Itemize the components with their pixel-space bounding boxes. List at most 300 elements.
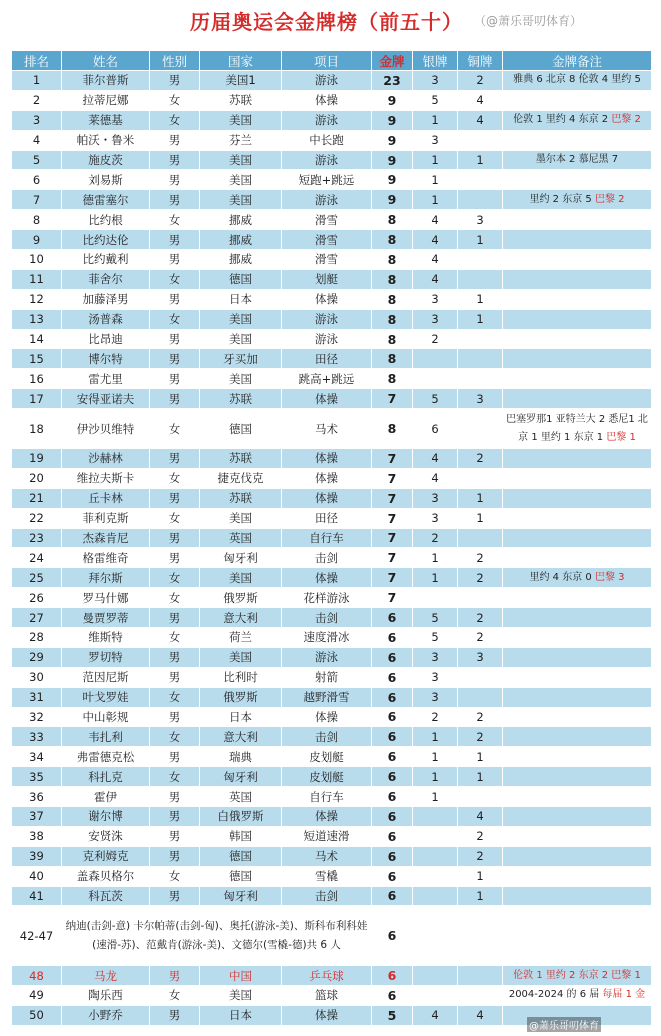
cell-country: 瑞典 bbox=[200, 747, 282, 767]
cell-gold: 6 bbox=[372, 787, 413, 807]
cell-gold: 8 bbox=[372, 289, 413, 309]
table-row bbox=[12, 727, 652, 747]
cell-bronze bbox=[458, 409, 503, 449]
cell-bronze: 1 bbox=[458, 866, 503, 886]
cell-event: 花样游泳 bbox=[282, 588, 372, 608]
cell-rank: 30 bbox=[12, 667, 62, 687]
cell-note bbox=[503, 369, 652, 389]
cell-rank: 22 bbox=[12, 508, 62, 528]
cell-gold: 6 bbox=[372, 846, 413, 866]
cell-sex: 男 bbox=[150, 349, 200, 369]
cell-country: 美国 bbox=[200, 170, 282, 190]
cell-country: 美国 bbox=[200, 568, 282, 588]
cell-gold: 8 bbox=[372, 309, 413, 329]
cell-name: 比约根 bbox=[62, 210, 150, 230]
cell-sex: 女 bbox=[150, 767, 200, 787]
cell-silver: 4 bbox=[413, 269, 458, 289]
cell-rank: 40 bbox=[12, 866, 62, 886]
cell-bronze bbox=[458, 687, 503, 707]
cell-bronze: 2 bbox=[458, 627, 503, 647]
cell-sex: 男 bbox=[150, 150, 200, 170]
cell-country: 苏联 bbox=[200, 488, 282, 508]
cell-rank: 15 bbox=[12, 349, 62, 369]
table-row bbox=[12, 548, 652, 568]
watermark-bottom: @萧乐哥叨体育 bbox=[527, 1017, 601, 1032]
cell-name: 刘易斯 bbox=[62, 170, 150, 190]
cell-note bbox=[503, 508, 652, 528]
table-row bbox=[12, 349, 652, 369]
cell-event: 击剑 bbox=[282, 608, 372, 628]
cell-rank: 23 bbox=[12, 528, 62, 548]
cell-country: 英国 bbox=[200, 528, 282, 548]
cell-gold: 9 bbox=[372, 90, 413, 110]
cell-bronze: 3 bbox=[458, 389, 503, 409]
table-row bbox=[12, 508, 652, 528]
cell-bronze bbox=[458, 528, 503, 548]
cell-country: 美国 bbox=[200, 110, 282, 130]
cell-event: 游泳 bbox=[282, 110, 372, 130]
table-row bbox=[12, 806, 652, 826]
cell-note bbox=[503, 528, 652, 548]
cell-bronze: 4 bbox=[458, 90, 503, 110]
table-row bbox=[12, 210, 652, 230]
cell-name: 帕沃・鲁米 bbox=[62, 130, 150, 150]
cell-name: 拉蒂尼娜 bbox=[62, 90, 150, 110]
cell-silver bbox=[413, 806, 458, 826]
note-highlight: 巴黎 2 bbox=[611, 114, 641, 126]
cell-note bbox=[503, 787, 652, 807]
note-text: 墨尔本 2 慕尼黑 7 bbox=[535, 154, 619, 165]
cell-rank: 16 bbox=[12, 369, 62, 389]
cell-rank: 33 bbox=[12, 727, 62, 747]
cell-name-merged: 纳迪(击剑-意) 卡尔帕蒂(击剑-匈)、奥托(游泳-美)、斯科布利科娃(速滑-苏)、范戴肯(游泳-美)、文德尔(雪橇-德)共 6 人 bbox=[62, 906, 372, 966]
cell-event: 击剑 bbox=[282, 727, 372, 747]
cell-note bbox=[503, 389, 652, 409]
cell-country: 中国 bbox=[200, 966, 282, 986]
cell-rank: 28 bbox=[12, 627, 62, 647]
table-row bbox=[12, 468, 652, 488]
cell-name: 科扎克 bbox=[62, 767, 150, 787]
cell-event: 体操 bbox=[282, 568, 372, 588]
cell-country: 美国 bbox=[200, 369, 282, 389]
cell-note bbox=[503, 986, 652, 1006]
cell-bronze: 4 bbox=[458, 110, 503, 130]
cell-event: 游泳 bbox=[282, 329, 372, 349]
cell-country: 美国 bbox=[200, 190, 282, 210]
cell-gold: 6 bbox=[372, 647, 413, 667]
cell-name: 比约戴利 bbox=[62, 250, 150, 270]
cell-event: 体操 bbox=[282, 289, 372, 309]
cell-note bbox=[503, 588, 652, 608]
cell-name: 杰森肯尼 bbox=[62, 528, 150, 548]
cell-country: 俄罗斯 bbox=[200, 687, 282, 707]
cell-event: 皮划艇 bbox=[282, 767, 372, 787]
cell-country: 日本 bbox=[200, 289, 282, 309]
cell-sex: 女 bbox=[150, 110, 200, 130]
cell-note bbox=[503, 269, 652, 289]
cell-gold: 5 bbox=[372, 1005, 413, 1025]
cell-country: 英国 bbox=[200, 787, 282, 807]
cell-country: 意大利 bbox=[200, 727, 282, 747]
cell-note bbox=[503, 548, 652, 568]
cell-note bbox=[503, 886, 652, 906]
cell-rank: 25 bbox=[12, 568, 62, 588]
cell-sex: 男 bbox=[150, 826, 200, 846]
cell-name: 谢尔博 bbox=[62, 806, 150, 826]
col-header-country: 国家 bbox=[200, 51, 282, 71]
table-row bbox=[12, 90, 652, 110]
cell-name: 汤普森 bbox=[62, 309, 150, 329]
cell-silver: 3 bbox=[413, 488, 458, 508]
cell-sex: 女 bbox=[150, 866, 200, 886]
cell-rank: 37 bbox=[12, 806, 62, 826]
cell-name: 博尔特 bbox=[62, 349, 150, 369]
cell-rank: 10 bbox=[12, 250, 62, 270]
cell-name: 菲利克斯 bbox=[62, 508, 150, 528]
cell-bronze: 1 bbox=[458, 289, 503, 309]
table-row bbox=[12, 767, 652, 787]
cell-silver bbox=[413, 906, 458, 966]
cell-country: 美国 bbox=[200, 309, 282, 329]
cell-rank: 35 bbox=[12, 767, 62, 787]
cell-note bbox=[503, 608, 652, 628]
cell-note bbox=[503, 289, 652, 309]
table-row bbox=[12, 846, 652, 866]
cell-note bbox=[503, 488, 652, 508]
cell-silver bbox=[413, 826, 458, 846]
cell-gold: 6 bbox=[372, 966, 413, 986]
table-row bbox=[12, 389, 652, 409]
note-text: 巴塞罗那1 亚特兰大 2 悉尼1 北京 1 里约 1 东京 1 bbox=[506, 413, 648, 443]
cell-sex: 男 bbox=[150, 608, 200, 628]
cell-rank: 18 bbox=[12, 409, 62, 449]
cell-rank: 8 bbox=[12, 210, 62, 230]
cell-gold: 9 bbox=[372, 150, 413, 170]
cell-rank: 12 bbox=[12, 289, 62, 309]
cell-country: 挪威 bbox=[200, 230, 282, 250]
cell-silver: 3 bbox=[413, 508, 458, 528]
cell-name: 德雷塞尔 bbox=[62, 190, 150, 210]
cell-silver: 4 bbox=[413, 210, 458, 230]
col-header-sex: 性别 bbox=[150, 51, 200, 71]
cell-event: 滑雪 bbox=[282, 230, 372, 250]
cell-gold: 6 bbox=[372, 806, 413, 826]
cell-silver: 1 bbox=[413, 110, 458, 130]
cell-rank: 11 bbox=[12, 269, 62, 289]
cell-silver: 2 bbox=[413, 707, 458, 727]
cell-bronze bbox=[458, 906, 503, 966]
cell-sex: 男 bbox=[150, 787, 200, 807]
cell-event: 中长跑 bbox=[282, 130, 372, 150]
cell-rank: 29 bbox=[12, 647, 62, 667]
cell-bronze: 2 bbox=[458, 548, 503, 568]
cell-name: 维斯特 bbox=[62, 627, 150, 647]
cell-silver: 1 bbox=[413, 170, 458, 190]
cell-event: 乒乓球 bbox=[282, 966, 372, 986]
cell-silver bbox=[413, 886, 458, 906]
cell-silver bbox=[413, 369, 458, 389]
note-text: 2004-2024 的 6 届 bbox=[508, 989, 600, 1001]
cell-rank: 13 bbox=[12, 309, 62, 329]
cell-sex: 男 bbox=[150, 170, 200, 190]
cell-event: 体操 bbox=[282, 90, 372, 110]
cell-note bbox=[503, 250, 652, 270]
cell-note bbox=[503, 906, 652, 966]
cell-gold: 7 bbox=[372, 488, 413, 508]
cell-name: 范因尼斯 bbox=[62, 667, 150, 687]
cell-event: 游泳 bbox=[282, 190, 372, 210]
cell-bronze bbox=[458, 986, 503, 1006]
cell-gold: 8 bbox=[372, 269, 413, 289]
cell-country: 匈牙利 bbox=[200, 886, 282, 906]
cell-event: 游泳 bbox=[282, 150, 372, 170]
cell-sex: 女 bbox=[150, 568, 200, 588]
cell-silver: 5 bbox=[413, 608, 458, 628]
cell-gold: 23 bbox=[372, 71, 413, 91]
col-header-silver: 银牌 bbox=[413, 51, 458, 71]
cell-event: 射箭 bbox=[282, 667, 372, 687]
cell-event: 皮划艇 bbox=[282, 747, 372, 767]
table-row bbox=[12, 568, 652, 588]
cell-event: 田径 bbox=[282, 508, 372, 528]
cell-bronze: 1 bbox=[458, 230, 503, 250]
table-row bbox=[12, 369, 652, 389]
cell-gold: 6 bbox=[372, 767, 413, 787]
cell-sex: 女 bbox=[150, 508, 200, 528]
cell-rank: 42-47 bbox=[12, 906, 62, 966]
cell-event: 击剑 bbox=[282, 886, 372, 906]
cell-note bbox=[503, 170, 652, 190]
cell-rank: 1 bbox=[12, 71, 62, 91]
cell-sex: 男 bbox=[150, 886, 200, 906]
cell-rank: 9 bbox=[12, 230, 62, 250]
cell-sex: 女 bbox=[150, 309, 200, 329]
cell-rank: 26 bbox=[12, 588, 62, 608]
cell-gold: 6 bbox=[372, 747, 413, 767]
cell-rank: 24 bbox=[12, 548, 62, 568]
cell-bronze: 2 bbox=[458, 826, 503, 846]
table-row bbox=[12, 966, 652, 986]
cell-bronze: 1 bbox=[458, 747, 503, 767]
cell-name: 陶乐西 bbox=[62, 986, 150, 1006]
col-header-event: 项目 bbox=[282, 51, 372, 71]
table-row bbox=[12, 329, 652, 349]
cell-bronze: 1 bbox=[458, 508, 503, 528]
note-text: 伦敦 1 里约 4 东京 2 bbox=[513, 114, 609, 126]
cell-rank: 49 bbox=[12, 986, 62, 1006]
cell-silver: 4 bbox=[413, 448, 458, 468]
cell-note bbox=[503, 150, 652, 170]
cell-gold: 8 bbox=[372, 230, 413, 250]
cell-event: 雪橇 bbox=[282, 866, 372, 886]
note-text: 雅典 6 北京 8 伦敦 4 里约 5 bbox=[513, 74, 641, 86]
page-header bbox=[0, 0, 661, 46]
cell-sex: 女 bbox=[150, 986, 200, 1006]
cell-bronze: 1 bbox=[458, 309, 503, 329]
cell-sex: 男 bbox=[150, 747, 200, 767]
cell-rank: 2 bbox=[12, 90, 62, 110]
cell-gold: 8 bbox=[372, 369, 413, 389]
cell-name: 莱德基 bbox=[62, 110, 150, 130]
cell-silver: 1 bbox=[413, 190, 458, 210]
cell-gold: 6 bbox=[372, 707, 413, 727]
cell-gold: 6 bbox=[372, 986, 413, 1006]
cell-silver: 1 bbox=[413, 568, 458, 588]
cell-rank: 7 bbox=[12, 190, 62, 210]
cell-bronze bbox=[458, 250, 503, 270]
cell-name: 霍伊 bbox=[62, 787, 150, 807]
cell-bronze: 3 bbox=[458, 210, 503, 230]
cell-silver: 1 bbox=[413, 727, 458, 747]
cell-gold: 6 bbox=[372, 866, 413, 886]
cell-country: 美国 bbox=[200, 150, 282, 170]
cell-country: 韩国 bbox=[200, 826, 282, 846]
cell-silver: 3 bbox=[413, 687, 458, 707]
cell-note bbox=[503, 210, 652, 230]
cell-silver: 1 bbox=[413, 548, 458, 568]
cell-name: 中山彰规 bbox=[62, 707, 150, 727]
cell-sex: 女 bbox=[150, 468, 200, 488]
cell-silver: 4 bbox=[413, 468, 458, 488]
cell-note bbox=[503, 806, 652, 826]
cell-gold: 9 bbox=[372, 110, 413, 130]
cell-sex: 女 bbox=[150, 409, 200, 449]
cell-name: 科瓦茨 bbox=[62, 886, 150, 906]
table-row bbox=[12, 110, 652, 130]
cell-sex: 男 bbox=[150, 647, 200, 667]
cell-bronze bbox=[458, 269, 503, 289]
cell-silver: 3 bbox=[413, 667, 458, 687]
cell-name: 罗马什娜 bbox=[62, 588, 150, 608]
cell-note bbox=[503, 309, 652, 329]
cell-name: 伊沙贝维特 bbox=[62, 409, 150, 449]
cell-gold: 9 bbox=[372, 170, 413, 190]
table-row bbox=[12, 647, 652, 667]
cell-sex: 男 bbox=[150, 250, 200, 270]
cell-bronze: 2 bbox=[458, 608, 503, 628]
page-title: 历届奥运会金牌榜（前五十） bbox=[190, 10, 463, 34]
cell-gold: 8 bbox=[372, 349, 413, 369]
cell-bronze: 3 bbox=[458, 647, 503, 667]
cell-event: 体操 bbox=[282, 448, 372, 468]
cell-country: 德国 bbox=[200, 409, 282, 449]
cell-gold: 7 bbox=[372, 568, 413, 588]
cell-silver: 1 bbox=[413, 747, 458, 767]
cell-bronze: 4 bbox=[458, 806, 503, 826]
cell-sex: 男 bbox=[150, 707, 200, 727]
cell-event: 划艇 bbox=[282, 269, 372, 289]
table-row bbox=[12, 707, 652, 727]
cell-country: 匈牙利 bbox=[200, 767, 282, 787]
cell-event: 滑雪 bbox=[282, 210, 372, 230]
cell-silver bbox=[413, 966, 458, 986]
cell-note bbox=[503, 647, 652, 667]
cell-gold: 6 bbox=[372, 608, 413, 628]
cell-sex: 男 bbox=[150, 329, 200, 349]
table-row bbox=[12, 986, 652, 1006]
note-highlight: 每届 1 金 bbox=[602, 989, 646, 1001]
cell-sex: 男 bbox=[150, 369, 200, 389]
cell-bronze: 2 bbox=[458, 846, 503, 866]
cell-rank: 32 bbox=[12, 707, 62, 727]
cell-gold: 6 bbox=[372, 886, 413, 906]
cell-bronze: 1 bbox=[458, 488, 503, 508]
cell-rank: 21 bbox=[12, 488, 62, 508]
cell-name: 沙赫林 bbox=[62, 448, 150, 468]
cell-rank: 19 bbox=[12, 448, 62, 468]
cell-gold: 7 bbox=[372, 588, 413, 608]
cell-sex: 女 bbox=[150, 269, 200, 289]
cell-rank: 38 bbox=[12, 826, 62, 846]
cell-silver: 1 bbox=[413, 150, 458, 170]
table-row bbox=[12, 250, 652, 270]
table-row bbox=[12, 528, 652, 548]
cell-sex: 男 bbox=[150, 389, 200, 409]
cell-rank: 14 bbox=[12, 329, 62, 349]
cell-sex: 男 bbox=[150, 806, 200, 826]
cell-bronze bbox=[458, 170, 503, 190]
cell-country: 苏联 bbox=[200, 448, 282, 468]
cell-event: 马术 bbox=[282, 846, 372, 866]
cell-note bbox=[503, 727, 652, 747]
cell-event: 游泳 bbox=[282, 71, 372, 91]
cell-rank: 17 bbox=[12, 389, 62, 409]
cell-rank: 3 bbox=[12, 110, 62, 130]
cell-silver bbox=[413, 986, 458, 1006]
cell-event: 游泳 bbox=[282, 309, 372, 329]
cell-country: 苏联 bbox=[200, 389, 282, 409]
cell-note bbox=[503, 329, 652, 349]
cell-country: 牙买加 bbox=[200, 349, 282, 369]
cell-silver: 4 bbox=[413, 1005, 458, 1025]
cell-gold: 9 bbox=[372, 130, 413, 150]
col-header-rank: 排名 bbox=[12, 51, 62, 71]
cell-note bbox=[503, 866, 652, 886]
cell-name: 罗切特 bbox=[62, 647, 150, 667]
cell-rank: 27 bbox=[12, 608, 62, 628]
cell-rank: 50 bbox=[12, 1005, 62, 1025]
cell-event: 马术 bbox=[282, 409, 372, 449]
cell-sex: 女 bbox=[150, 727, 200, 747]
table-row bbox=[12, 409, 652, 449]
cell-country: 德国 bbox=[200, 846, 282, 866]
cell-rank: 5 bbox=[12, 150, 62, 170]
note-text: 伦敦 1 里约 2 东京 2 巴黎 1 bbox=[513, 969, 641, 981]
cell-sex: 男 bbox=[150, 1005, 200, 1025]
cell-sex: 女 bbox=[150, 90, 200, 110]
table-row bbox=[12, 448, 652, 468]
cell-bronze bbox=[458, 349, 503, 369]
cell-silver: 3 bbox=[413, 289, 458, 309]
cell-gold: 6 bbox=[372, 906, 413, 966]
cell-name: 菲舍尔 bbox=[62, 269, 150, 289]
cell-note bbox=[503, 667, 652, 687]
cell-gold: 7 bbox=[372, 508, 413, 528]
cell-silver: 2 bbox=[413, 528, 458, 548]
cell-name: 维拉夫斯卡 bbox=[62, 468, 150, 488]
cell-bronze: 2 bbox=[458, 71, 503, 91]
cell-bronze: 1 bbox=[458, 150, 503, 170]
cell-bronze bbox=[458, 329, 503, 349]
cell-bronze: 4 bbox=[458, 1005, 503, 1025]
cell-rank: 48 bbox=[12, 966, 62, 986]
cell-name: 丘卡林 bbox=[62, 488, 150, 508]
col-header-gold: 金牌 bbox=[372, 51, 413, 71]
cell-country: 德国 bbox=[200, 866, 282, 886]
cell-country: 苏联 bbox=[200, 90, 282, 110]
cell-silver: 4 bbox=[413, 250, 458, 270]
cell-gold: 7 bbox=[372, 389, 413, 409]
